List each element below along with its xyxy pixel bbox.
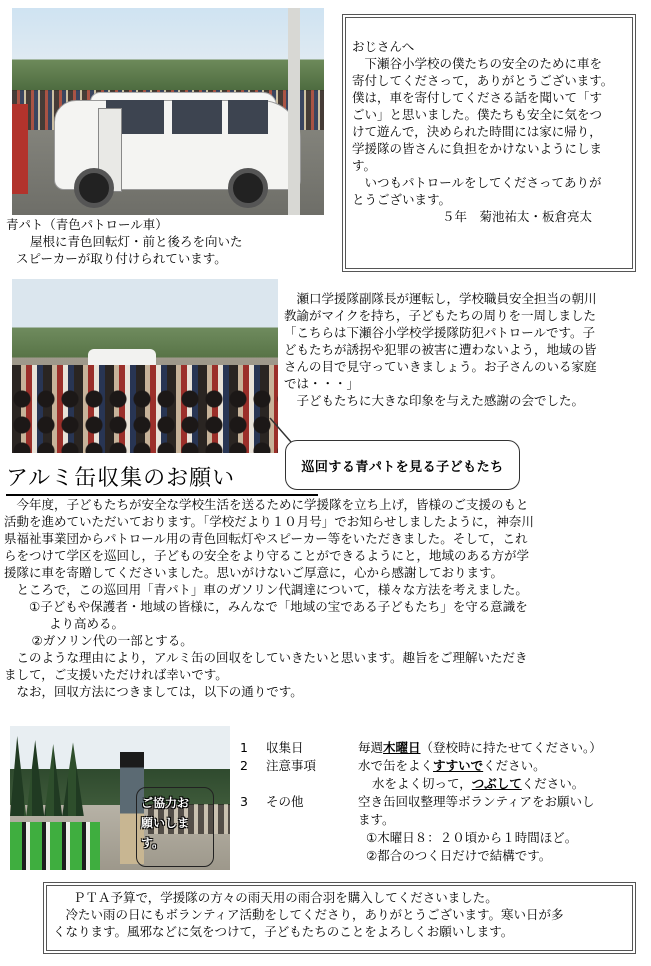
collection-value: 水をよく切って，つぶしてください。 (372, 776, 585, 791)
body-line: なお，回収方法につきましては，以下の通りです。 (16, 684, 303, 699)
section-title: アルミ缶収集のお願い (6, 466, 236, 491)
body-line: 県福祉事業団からパトロール用の青色回転灯やスピーカー等をいただきました。そして，これ (4, 531, 528, 546)
list-item: ①子どもや保護者・地域の皆様に，みんなで「地域の宝である子どもたち」を守る意識を (29, 599, 528, 614)
pta-notice-box (43, 882, 636, 954)
photo-description: スピーカーが取り付けられています。 (16, 251, 227, 266)
pta-line: くなります。風邪などに気をつけて，子どもたちのことをよろしくお願いします。 (53, 924, 514, 939)
collection-num: 1 (240, 740, 248, 755)
letter-line: ごい」と思いました。僕たちも安全に気をつ (352, 107, 603, 122)
patrol-line: さんの目で見守っていきましょう。お子さんのいる家庭 (284, 359, 597, 374)
letter-signature: ５年 菊池祐太・板倉亮太 (442, 209, 593, 224)
collection-num: 2 (240, 758, 248, 773)
body-line: ところで，この巡回用「青パト」車のガソリン代調達について，様々な方法を考えました。 (16, 582, 528, 597)
patrol-description (284, 290, 597, 409)
volunteer-callout (136, 787, 214, 867)
body-line: このような理由により，アルミ缶の回収をしていきたいと思います。趣旨をご理解いただき (16, 650, 528, 665)
letter-line: 下瀬谷小学校の僕たちの安全のために車を (364, 56, 603, 71)
body-line: 今年度，子どもたちが安全な学校生活を送るために学援隊を立ち上げ，皆様のご支援のもと (16, 497, 529, 512)
list-item: ②ガソリン代の一部とする。 (31, 633, 193, 648)
pta-line: ＰＴＡ予算で，学援隊の方々の雨天用の雨合羽を購入してくださいました。 (73, 890, 498, 905)
collection-value: 空き缶回収整理等ボランティアをお願いし (358, 794, 595, 809)
request-body (4, 496, 534, 700)
letter-line: 寄付してくださって，ありがとうございます。 (352, 73, 614, 88)
callout-text: ご協力お 願いしま す。 (141, 796, 190, 850)
photo-callout (285, 440, 520, 490)
patrol-car-photo (12, 8, 324, 215)
photo-caption: 青パト（青色パトロール車） (6, 217, 168, 232)
patrol-line: どもたちが誘拐や犯罪の被害に遭わないよう，地域の皆 (284, 342, 597, 357)
patrol-line: では・・・」 (284, 376, 360, 391)
photo-description: 屋根に青色回転灯・前と後ろを向いた (30, 234, 243, 249)
letter-line: 学援隊の皆さんに負担をかけないようにしま (352, 141, 603, 156)
body-line: らをつけて学区を巡回し，子どもの安全をより守ることができるようにと，地域のある方が学 (4, 548, 530, 563)
letter-line: 僕は，車を寄付してくださる話を聞いて「す (352, 90, 603, 105)
collection-label: その他 (266, 794, 304, 809)
letter-line: いつもパトロールをしてくださってありが (364, 175, 602, 190)
collection-label: 注意事項 (266, 758, 317, 773)
patrol-line: 「こちらは下瀬谷小学校学援隊防犯パトロールです。子 (284, 325, 596, 340)
body-line: 活動を進めていただいております。「学校だより１０月号」でお知らせしましたように，神奈川 (4, 514, 534, 529)
letter-line: す。 (352, 158, 377, 173)
children-photo (12, 279, 278, 453)
patrol-line: 教諭がマイクを持ち，子どもたちの周りを一周しました (284, 308, 597, 323)
body-line: 援隊に車を寄贈してくださいました。思いがけないご厚意に，心から感謝しております。 (4, 565, 504, 580)
letter-line: とうございます。 (352, 192, 452, 207)
collection-value: ます。 (358, 812, 395, 827)
collection-value: 水で缶をよくすすいでください。 (358, 758, 546, 773)
patrol-line: 子どもたちに大きな印象を与えた感謝の会でした。 (296, 393, 585, 408)
collection-num: 3 (240, 794, 248, 809)
collection-value: ①木曜日８：２０頃から１時間ほど。 (366, 830, 578, 845)
pta-line: 冷たい雨の日にもボランティア活動をしてくださり，ありがとうございます。寒い日が多 (65, 907, 564, 922)
patrol-line: 瀬口学援隊副隊長が運転し，学校職員安全担当の朝川 (296, 291, 597, 306)
list-item: より高める。 (49, 616, 125, 631)
body-line: まして，ご支援いただければ幸いです。 (4, 667, 228, 682)
student-letter-box (342, 14, 636, 272)
callout-text: 巡回する青パトを見る子どもたち (301, 459, 504, 475)
collection-value: ②都合のつく日だけで結構です。 (366, 848, 552, 863)
letter-line: けて遊んで，決められた時間には家に帰り， (352, 124, 602, 139)
collection-value: 毎週木曜日（登校時に持たせてください。） (358, 740, 602, 755)
collection-label: 収集日 (266, 740, 304, 755)
letter-greeting: おじさんへ (352, 39, 415, 54)
